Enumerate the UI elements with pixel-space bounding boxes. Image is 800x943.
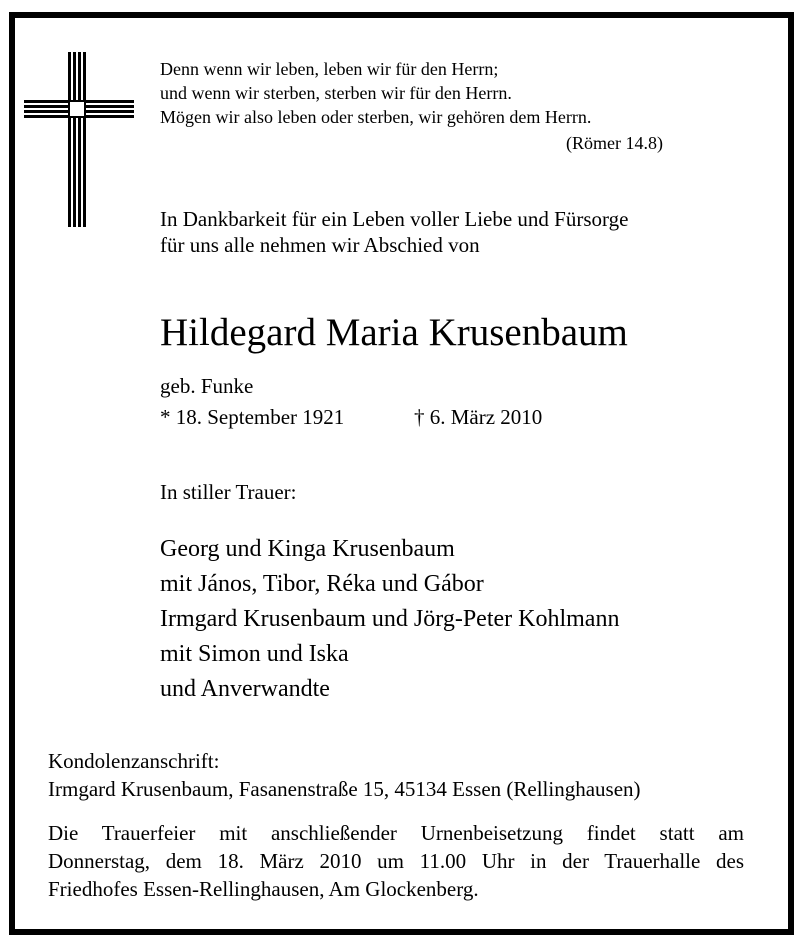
ceremony-line: Die Trauerfeier mit anschließender Urnenbeisetzung findet statt am: [48, 821, 744, 845]
death-date: † 6. März 2010: [414, 405, 543, 429]
intro-line-1: In Dankbarkeit für ein Leben voller Liebe und Fürsorge: [160, 207, 629, 231]
intro-line-2: für uns alle nehmen wir Abschied von: [160, 233, 480, 257]
ceremony-line: Friedhofes Essen-Rellinghausen, Am Glockenberg.: [48, 877, 479, 901]
mourning-heading: In stiller Trauer:: [160, 480, 297, 504]
verse-line: und wenn wir sterben, sterben wir für den Herrn.: [160, 83, 512, 103]
mourner-line: Georg und Kinga Krusenbaum: [160, 536, 455, 562]
birth-date: * 18. September 1921: [160, 405, 345, 429]
mourner-line: mit János, Tibor, Réka und Gábor: [160, 571, 484, 597]
cross-icon: [24, 52, 134, 227]
mourner-line: Irmgard Krusenbaum und Jörg-Peter Kohlmann: [160, 606, 620, 632]
maiden-name: geb. Funke: [160, 374, 254, 398]
verse-reference: (Römer 14.8): [566, 133, 663, 153]
deceased-name: Hildegard Maria Krusenbaum: [160, 311, 628, 354]
verse-line: Mögen wir also leben oder sterben, wir gehören dem Herrn.: [160, 107, 592, 127]
condolence-label: Kondolenzanschrift:: [48, 749, 220, 773]
mourner-line: mit Simon und Iska: [160, 641, 349, 667]
mourner-line: und Anverwandte: [160, 676, 330, 702]
ceremony-line: Donnerstag, dem 18. März 2010 um 11.00 Uhr in der Trauerhalle des: [48, 849, 744, 873]
condolence-address: Irmgard Krusenbaum, Fasanenstraße 15, 45134 Essen (Rellinghausen): [48, 777, 641, 801]
verse-line: Denn wenn wir leben, leben wir für den Herrn;: [160, 59, 499, 79]
